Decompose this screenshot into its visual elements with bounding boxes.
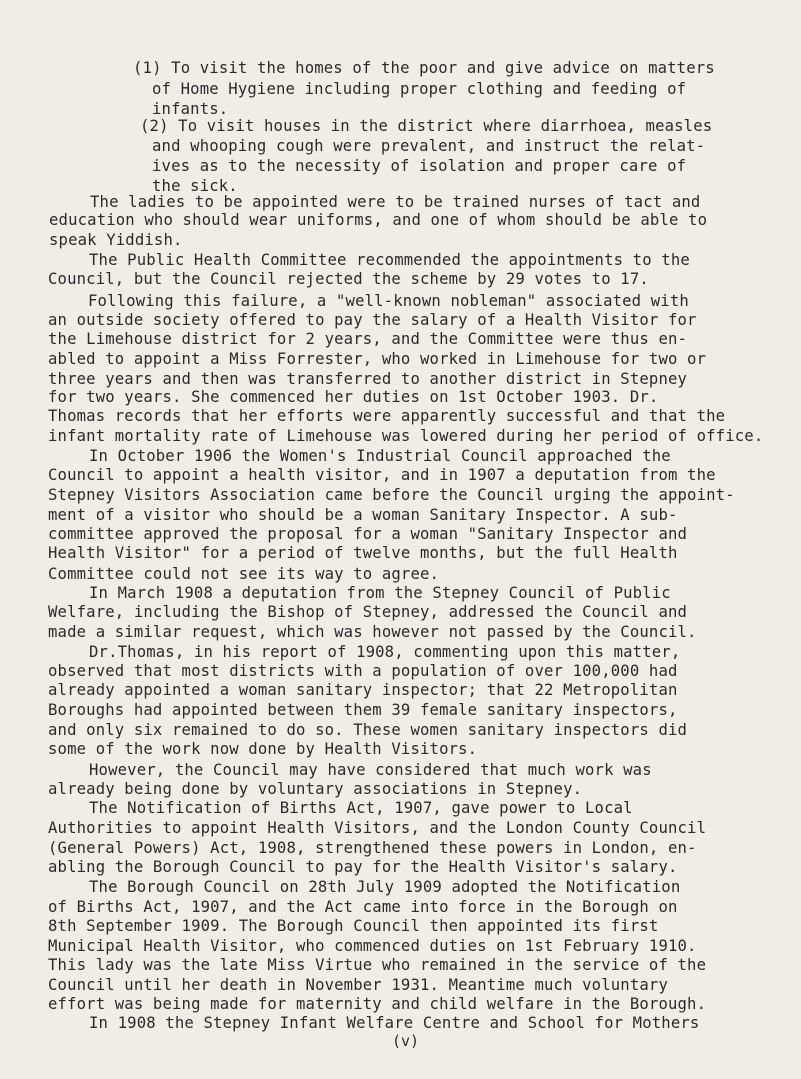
text-line: the sick.: [152, 176, 238, 195]
text-line: However, the Council may have considered that much work was: [89, 760, 652, 779]
text-line: In March 1908 a deputation from the Stepney Council of Public: [89, 583, 671, 602]
page-number: (v): [392, 1032, 420, 1051]
text-line: some of the work now done by Health Visitors.: [48, 740, 478, 759]
text-line: The Notification of Births Act, 1907, gave power to Local: [89, 799, 633, 818]
text-line: of Home Hygiene including proper clothing and feeding of: [152, 80, 687, 99]
text-line: Authorities to appoint Health Visitors, and the London County Council: [48, 819, 707, 838]
text-line: Municipal Health Visitor, who commenced duties on 1st February 1910.: [48, 937, 697, 956]
text-line: In October 1906 the Women's Industrial Council approached the: [89, 446, 671, 465]
text-line: Committee could not see its way to agree.: [48, 564, 440, 583]
text-line: Stepney Visitors Association came before the Council urging the appoint-: [48, 485, 735, 504]
text-line: of Births Act, 1907, and the Act came into force in the Borough on: [48, 897, 678, 916]
text-line: an outside society offered to pay the salary of a Health Visitor for: [48, 310, 697, 329]
text-line: observed that most districts with a population of over 100,000 had: [48, 662, 678, 681]
text-line: education who should wear uniforms, and one of whom should be able to: [49, 211, 708, 230]
text-line: (2) To visit houses in the district where diarrhoea, measles: [140, 116, 713, 135]
text-line: infants.: [152, 100, 229, 119]
text-line: abled to appoint a Miss Forrester, who worked in Limehouse for two or: [48, 350, 707, 369]
text-line: three years and then was transferred to another district in Stepney: [48, 369, 688, 388]
text-line: and whooping cough were prevalent, and instruct the relat-: [152, 137, 706, 156]
text-line: The ladies to be appointed were to be trained nurses of tact and: [90, 193, 701, 212]
text-line: effort was being made for maternity and child welfare in the Borough.: [48, 995, 707, 1014]
text-line: (General Powers) Act, 1908, strengthened these powers in London, en-: [48, 838, 697, 857]
text-line: Thomas records that her efforts were apparently successful and that the: [48, 407, 726, 426]
text-line: Boroughs had appointed between them 39 female sanitary inspectors,: [48, 700, 678, 719]
text-line: speak Yiddish.: [49, 230, 183, 249]
text-line: The Borough Council on 28th July 1909 adopted the Notification: [89, 878, 681, 897]
text-line: This lady was the late Miss Virtue who remained in the service of the: [48, 956, 707, 975]
text-line: committee approved the proposal for a woman "Sanitary Inspector and: [48, 525, 688, 544]
text-line: the Limehouse district for 2 years, and the Committee were thus en-: [48, 330, 688, 349]
text-line: 8th September 1909. The Borough Council then appointed its first: [48, 916, 659, 935]
text-line: made a similar request, which was however not passed by the Council.: [48, 622, 697, 641]
text-line: Health Visitor" for a period of twelve months, but the full Health: [48, 544, 678, 563]
text-line: In 1908 the Stepney Infant Welfare Centre and School for Mothers: [89, 1014, 700, 1033]
text-line: Following this failure, a "well-known nobleman" associated with: [88, 291, 689, 310]
text-line: abling the Borough Council to pay for the Health Visitor's salary.: [48, 858, 678, 877]
text-line: Council to appoint a health visitor, and in 1907 a deputation from the: [48, 466, 716, 485]
text-line: Council, but the Council rejected the scheme by 29 votes to 17.: [48, 270, 649, 289]
text-line: already appointed a woman sanitary inspector; that 22 Metropolitan: [48, 681, 678, 700]
text-line: already being done by voluntary associations in Stepney.: [48, 779, 583, 798]
text-line: Council until her death in November 1931. Meantime much voluntary: [48, 975, 668, 994]
text-line: infant mortality rate of Limehouse was lowered during her period of office.: [48, 426, 764, 445]
text-line: Dr.Thomas, in his report of 1908, commenting upon this matter,: [89, 642, 681, 661]
text-line: for two years. She commenced her duties on 1st October 1903. Dr.: [48, 388, 659, 407]
text-line: (1) To visit the homes of the poor and give advice on matters: [133, 59, 715, 77]
text-line: ives as to the necessity of isolation and proper care of: [152, 157, 687, 176]
text-line: Welfare, including the Bishop of Stepney, addressed the Council and: [48, 603, 688, 622]
text-line: ment of a visitor who should be a woman Sanitary Inspector. A sub-: [48, 505, 678, 524]
text-line: The Public Health Committee recommended the appointments to the: [89, 251, 690, 270]
text-line: and only six remained to do so. These women sanitary inspectors did: [48, 720, 688, 739]
